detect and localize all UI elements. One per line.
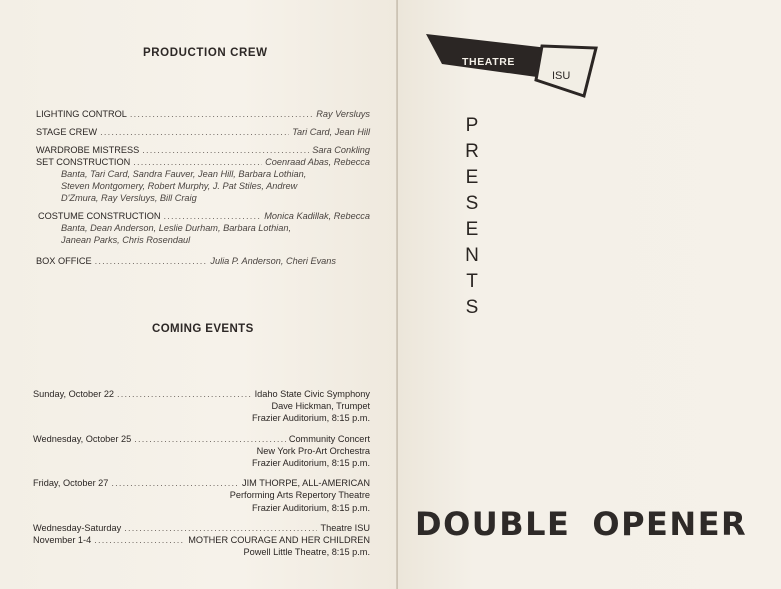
event-date: Wednesday-Saturday — [33, 522, 122, 533]
event-date: Friday, October 27 — [33, 478, 109, 489]
crew-set-cont3: D'Zmura, Ray Versluys, Bill Craig — [61, 193, 197, 203]
event-date: Wednesday, October 25 — [33, 433, 132, 444]
event-title: Community Concert — [288, 433, 370, 444]
event-title: Idaho State Civic Symphony — [254, 389, 370, 399]
crew-set-cont2: Steven Montgomery, Robert Murphy, J. Pat Stiles, Andrew — [61, 181, 298, 191]
crew-set-cont1: Banta, Tari Card, Sandra Fauver, Jean Hill, Barbara Lothian, — [61, 169, 307, 179]
crew-row-box-office: BOX OFFICE ..... Julia P. Anderson, Cheri Evans — [36, 255, 336, 267]
double-opener-title — [415, 505, 777, 543]
crew-row-lighting: LIGHTING CONTROL ..... Ray Versluys — [36, 108, 370, 120]
event-3: Friday, October 27 ..... JIM THORPE, ALL-AMERICAN Performing Arts Repertory Theatre Frazier Auditorium, 8:15 p.m. — [33, 477, 370, 514]
event-2: Wednesday, October 25 ..... Community Concert New York Pro-Art Orchestra Frazier Auditorium, 8:15 p.m. — [33, 433, 370, 470]
presents-vertical: P R E S E N T S — [465, 115, 479, 318]
logo-word-isu: ISU — [552, 70, 571, 82]
production-crew-heading: PRODUCTION CREW — [143, 47, 268, 59]
event-4: Wednesday-Saturday ..... Theatre ISU November 1-4 ..... MOTHER COURAGE AND HER CHILDREN Powell Little Theatre, 8:15 p.m. — [33, 522, 370, 559]
crew-row-wardrobe: WARDROBE MISTRESS ..... Sara Conkling — [36, 144, 370, 156]
event-date-2: November 1-4 — [33, 535, 92, 546]
crew-row-set: SET CONSTRUCTION ..... Coenraad Abas, Rebecca — [36, 156, 370, 168]
event-title: Theatre ISU — [320, 522, 370, 533]
logo-word-theatre: THEATRE — [462, 56, 516, 68]
event-date: Sunday, October 22 — [33, 389, 115, 399]
crew-row-stage: STAGE CREW ..... Tari Card, Jean Hill — [36, 126, 370, 138]
crew-row-costume: COSTUME CONSTRUCTION ..... Monica Kadillak, Rebecca — [36, 210, 370, 222]
event-1: Sunday, October 22 ..... Idaho State Civic Symphony Dave Hickman, Trumpet Frazier Auditorium, 8:15 p.m. — [33, 388, 370, 425]
event-title: JIM THORPE, ALL-AMERICAN — [242, 478, 370, 489]
title-word-1: DOUBLE — [415, 505, 571, 543]
crew-costume-cont2: Janean Parks, Chris Rosendaul — [61, 235, 191, 245]
crew-costume-cont1: Banta, Dean Anderson, Leslie Durham, Barbara Lothian, — [61, 223, 291, 233]
coming-events-heading: COMING EVENTS — [152, 323, 254, 335]
title-word-2: OPENER — [592, 505, 748, 543]
crew-list — [36, 108, 370, 267]
events-list — [33, 388, 370, 566]
theatre-isu-logo — [426, 34, 598, 98]
